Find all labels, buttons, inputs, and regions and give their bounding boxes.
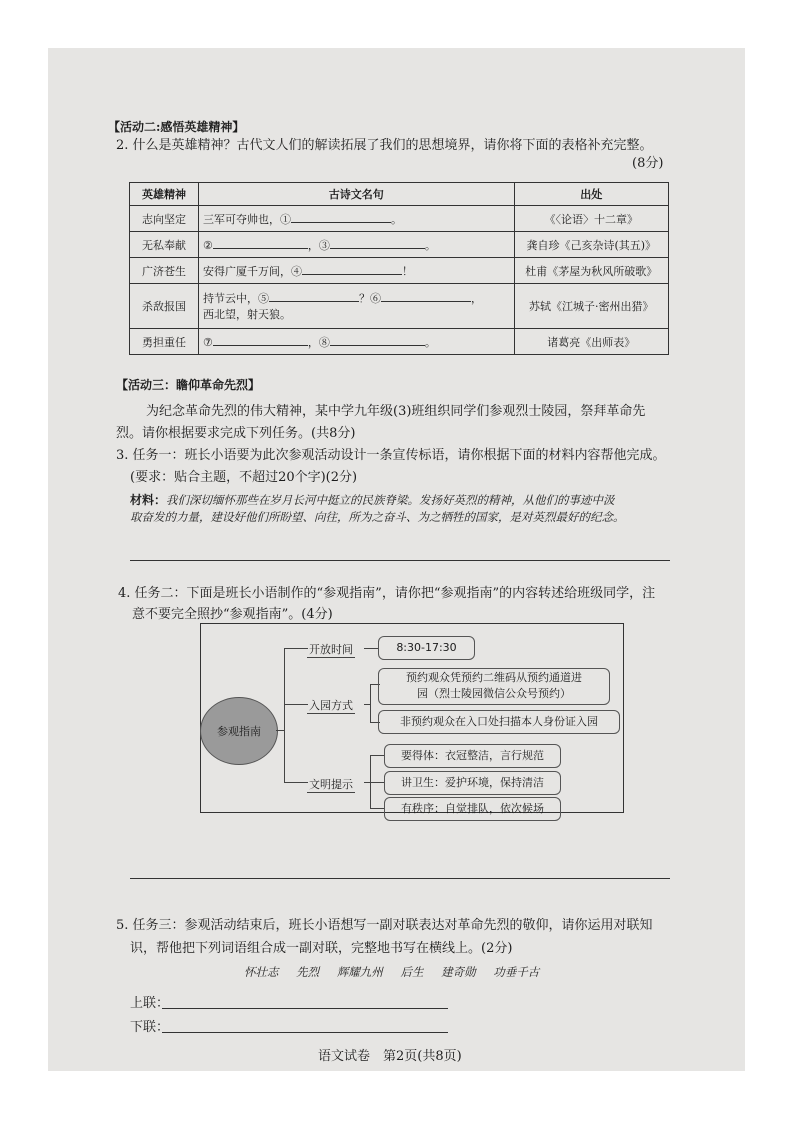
verse-cell: 安得广厦千万间，④ ！	[199, 258, 515, 284]
q2-text: 2. 什么是英雄精神？古代文人们的解读拓展了我们的思想境界，请你将下面的表格补充完整。	[116, 138, 653, 153]
word-item: 辉耀九州	[336, 965, 383, 979]
q2-score: (8分)	[632, 156, 664, 171]
spirit-cell: 杀敌报国	[130, 284, 199, 329]
entry-label: 入园方式	[309, 699, 353, 712]
activity3-intro-1: 为纪念革命先烈的伟大精神，某中学九年级(3)班组织同学们参观烈士陵园，祭拜革命先	[146, 404, 646, 419]
entry-reserved: 预约观众凭预约二维码从预约通道进 园（烈士陵园微信公众号预约）	[378, 668, 610, 705]
civil-tip-1: 要得体：衣冠整洁，言行规范	[384, 744, 561, 768]
lower-couplet-label: 下联：	[130, 1020, 170, 1035]
q3-answer-area[interactable]	[130, 560, 670, 561]
verse-cell: ⑦ ，⑧ 。	[199, 329, 515, 355]
upper-couplet-label: 上联：	[130, 996, 170, 1011]
q3-material	[130, 489, 615, 508]
spirit-cell: 志向坚定	[130, 206, 199, 232]
mindmap-center: 参观指南	[200, 697, 278, 765]
source-cell: 龚自珍《己亥杂诗(其五)》	[514, 232, 668, 258]
answer-blank-8[interactable]	[330, 334, 425, 346]
word-item: 怀壮志	[244, 965, 279, 979]
answer-blank-6[interactable]	[381, 290, 471, 302]
open-time-value: 8:30-17:30	[378, 636, 475, 660]
table-row	[130, 284, 669, 329]
verse-cell: ② ，③ 。	[199, 232, 515, 258]
table-row	[130, 329, 669, 355]
word-item: 先烈	[296, 965, 320, 979]
civil-tip-3: 有秩序：自觉排队，依次候场	[384, 797, 561, 821]
header-source: 出处	[514, 183, 668, 206]
civil-tip-2: 讲卫生：爱护环境，保持清洁	[384, 771, 561, 795]
table-row	[130, 258, 669, 284]
lower-couplet-input[interactable]	[162, 1032, 448, 1033]
source-cell: 诸葛亮《出师表》	[514, 329, 668, 355]
page-footer: 语文试卷 第2页(共8页)	[318, 1049, 462, 1064]
q4-line-2: 意不要完全照抄“参观指南”。(4分)	[132, 607, 333, 622]
spirit-cell: 无私奉献	[130, 232, 199, 258]
entry-unreserved: 非预约观众在入口处扫描本人身份证入园	[378, 710, 620, 734]
verse-cell: 三军可夺帅也，① 。	[199, 206, 515, 232]
material-line-1: 我们深切缅怀那些在岁月长河中挺立的民族脊梁。发扬好英烈的精神，从他们的事迹中汲	[166, 493, 615, 507]
source-cell: 苏轼《江城子·密州出猎》	[514, 284, 668, 329]
q5-line-2: 识，帮他把下列词语组合成一副对联，完整地书写在横线上。(2分)	[130, 941, 513, 956]
word-bank	[244, 964, 539, 980]
material-label: 材料：	[130, 493, 167, 507]
answer-blank-1[interactable]	[291, 211, 391, 223]
answer-blank-2[interactable]	[213, 237, 308, 249]
q5-line-1: 5. 任务三：参观活动结束后，班长小语想写一副对联表达对革命先烈的敬仰，请你运用对联知	[116, 918, 653, 933]
civil-label: 文明提示	[309, 778, 353, 791]
word-item: 功垂千古	[493, 965, 540, 979]
header-spirit: 英雄精神	[130, 183, 199, 206]
header-verse: 古诗文名句	[199, 183, 515, 206]
answer-blank-3[interactable]	[330, 237, 425, 249]
activity2-heading: 【活动二:感悟英雄精神】	[108, 120, 245, 134]
answer-blank-5[interactable]	[269, 290, 359, 302]
upper-couplet-input[interactable]	[162, 1008, 448, 1009]
answer-blank-7[interactable]	[213, 334, 308, 346]
open-time-label: 开放时间	[309, 643, 353, 656]
table-row	[130, 232, 669, 258]
material-line-2: 取奋发的力量，建设好他们所盼望、向往，所为之奋斗、为之牺牲的国家，是对英烈最好的纪念。	[130, 510, 625, 524]
word-item: 后生	[400, 965, 424, 979]
table-row	[130, 206, 669, 232]
q4-line-1: 4. 任务二：下面是班长小语制作的“参观指南”，请你把“参观指南”的内容转述给班级同学，注	[118, 586, 656, 601]
mindmap-trunk	[284, 648, 285, 782]
word-item: 建奇勋	[441, 965, 476, 979]
poem-table	[129, 182, 669, 355]
q3-line-1: 3. 任务一：班长小语要为此次参观活动设计一条宣传标语，请你根据下面的材料内容帮他完成。	[116, 448, 666, 463]
q4-answer-area[interactable]	[130, 878, 670, 879]
source-cell: 《〈论语〉十二章》	[514, 206, 668, 232]
spirit-cell: 勇担重任	[130, 329, 199, 355]
activity3-intro-2: 烈。请你根据要求完成下列任务。(共8分)	[116, 426, 356, 441]
q3-line-2: (要求：贴合主题，不超过20个字)(2分)	[130, 470, 358, 485]
spirit-cell: 广济苍生	[130, 258, 199, 284]
answer-blank-4[interactable]	[302, 263, 402, 275]
verse-cell: 持节云中，⑤ ？⑥ ， 西北望，射天狼。	[199, 284, 515, 329]
activity3-heading: 【活动三：瞻仰革命先烈】	[116, 378, 261, 392]
source-cell: 杜甫《茅屋为秋风所破歌》	[514, 258, 668, 284]
